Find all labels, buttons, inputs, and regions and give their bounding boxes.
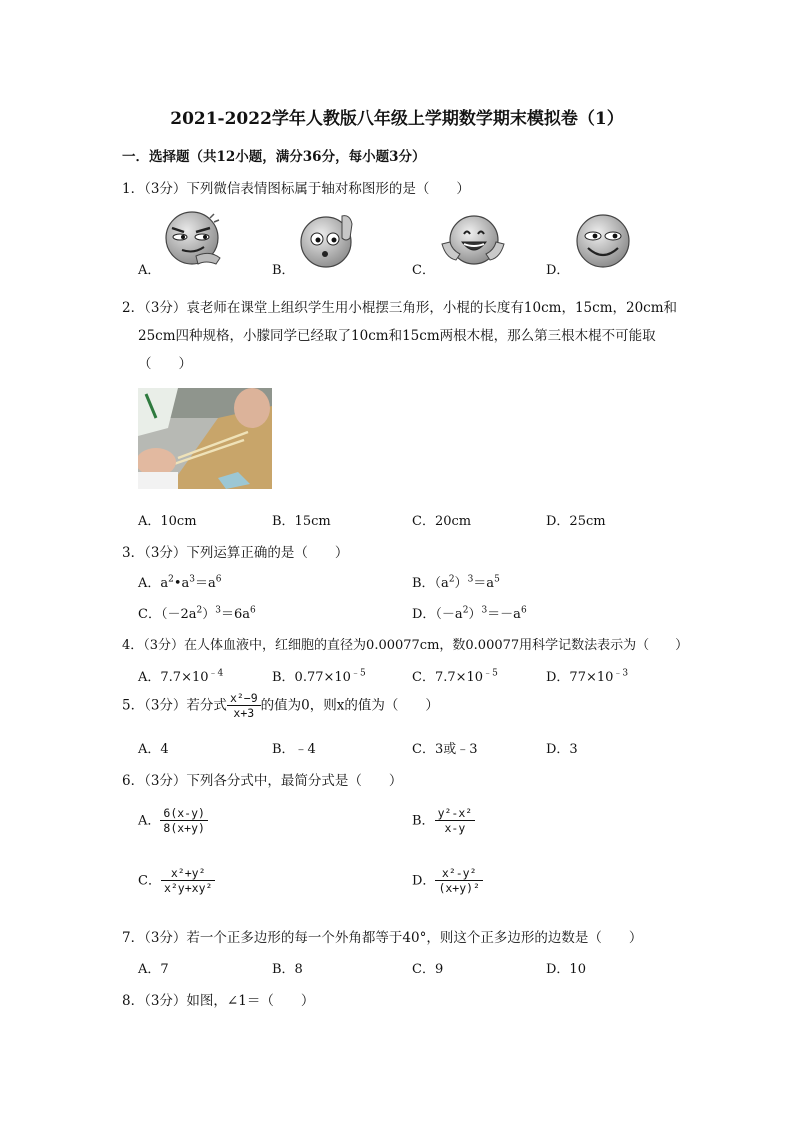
q5-option-a: A．4 — [138, 742, 169, 757]
q3-option-a: A．$a^2•a^3=a^6$ — [138, 574, 222, 591]
q2-option-c: C．20cm — [412, 514, 472, 529]
q6-option-d: D． $\frac{\text{x²-y²}}{\text{(x+y)²}}$ — [412, 866, 483, 896]
q5-option-c: C．3或﹣3 — [412, 742, 478, 757]
shocked-emoji-icon — [298, 212, 358, 270]
q4-option-d: D．$77\times 10^{﹣3}$ — [546, 668, 629, 685]
cheer-emoji-icon — [440, 214, 506, 268]
question-6-text: 6．（3分）下列各分式中，最简分式是（ ） — [122, 773, 403, 789]
q4-option-c: C．$7.7\times 10^{﹣5}$ — [412, 668, 498, 685]
section-heading: 一．选择题（共12小题，满分36分，每小题3分） — [122, 149, 426, 165]
q3-option-d: D．$(-a^2)^3=-a^6$ — [412, 605, 527, 622]
q5-fraction: $\frac{\text{x²−9}}{x+3}$ — [227, 691, 261, 721]
sticks-photo — [138, 388, 272, 489]
question-1-text: 1．（3分）下列微信表情图标属于轴对称图形的是（ ） — [122, 181, 470, 197]
q6-option-b: B． $\frac{\text{y²-x²}}{x-y}$ — [412, 806, 475, 836]
question-2-line-3: （ ） — [138, 356, 192, 372]
question-2-line-2: 25cm四种规格，小朦同学已经取了10cm和15cm两根木棍，那么第三根木棍不可能取 — [138, 328, 656, 344]
q5-option-d: D．3 — [546, 742, 578, 757]
q2-option-a: A．10cm — [138, 514, 197, 529]
question-3-text: 3．（3分）下列运算正确的是（ ） — [122, 545, 349, 561]
q7-option-c: C．9 — [412, 962, 444, 977]
q1-option-d-label: D． — [546, 263, 570, 278]
q2-option-b: B．15cm — [272, 514, 331, 529]
q3-option-b: B．$(a^2)^3=a^5$ — [412, 574, 500, 591]
q7-option-b: B．8 — [272, 962, 303, 977]
q7-option-a: A．7 — [138, 962, 169, 977]
page-title: 2021-2022学年人教版八年级上学期数学期末模拟卷（1） — [170, 109, 624, 129]
q3-option-c: C．$(-2a^2)^3=6a^6$ — [138, 605, 256, 622]
question-7-text: 7．（3分）若一个正多边形的每一个外角都等于40°，则这个正多边形的边数是（ ） — [122, 930, 643, 946]
smirk-emoji-icon — [160, 210, 226, 268]
q5-option-b: B．﹣4 — [272, 742, 316, 757]
q6-option-c: C． $\frac{\text{x²+y²}}{\text{x²y+xy²}}$ — [138, 866, 215, 896]
question-8-text: 8．（3分）如图，∠1＝（ ） — [122, 993, 315, 1009]
question-4-text: 4．（3分）在人体血液中，红细胞的直径为0.00077cm，数0.00077用科学记数法表示为（ ） — [122, 638, 689, 653]
question-2-line-1: 2．（3分）袁老师在课堂上组织学生用小棍摆三角形，小棍的长度有10cm，15cm，20cm和 — [122, 300, 678, 316]
q2-option-d: D．25cm — [546, 514, 606, 529]
question-5-text: 5．（3分）若分式 $\frac{\text{x²−9}}{x+3}$ 的值为0，则x的值为（ ） — [122, 691, 439, 721]
q4-option-b: B．$0.77\times 10^{﹣5}$ — [272, 668, 366, 685]
q7-option-d: D．10 — [546, 962, 586, 977]
q4-option-a: A．$7.7\times 10^{﹣4}$ — [138, 668, 224, 685]
q1-option-a-label: A． — [138, 263, 161, 278]
q6-option-a: A． $\frac{6(x-y)}{8(x+y)}$ — [138, 806, 208, 836]
smile-emoji-icon — [574, 212, 632, 270]
q1-option-c-label: C． — [412, 263, 435, 278]
q1-option-b-label: B． — [272, 263, 295, 278]
